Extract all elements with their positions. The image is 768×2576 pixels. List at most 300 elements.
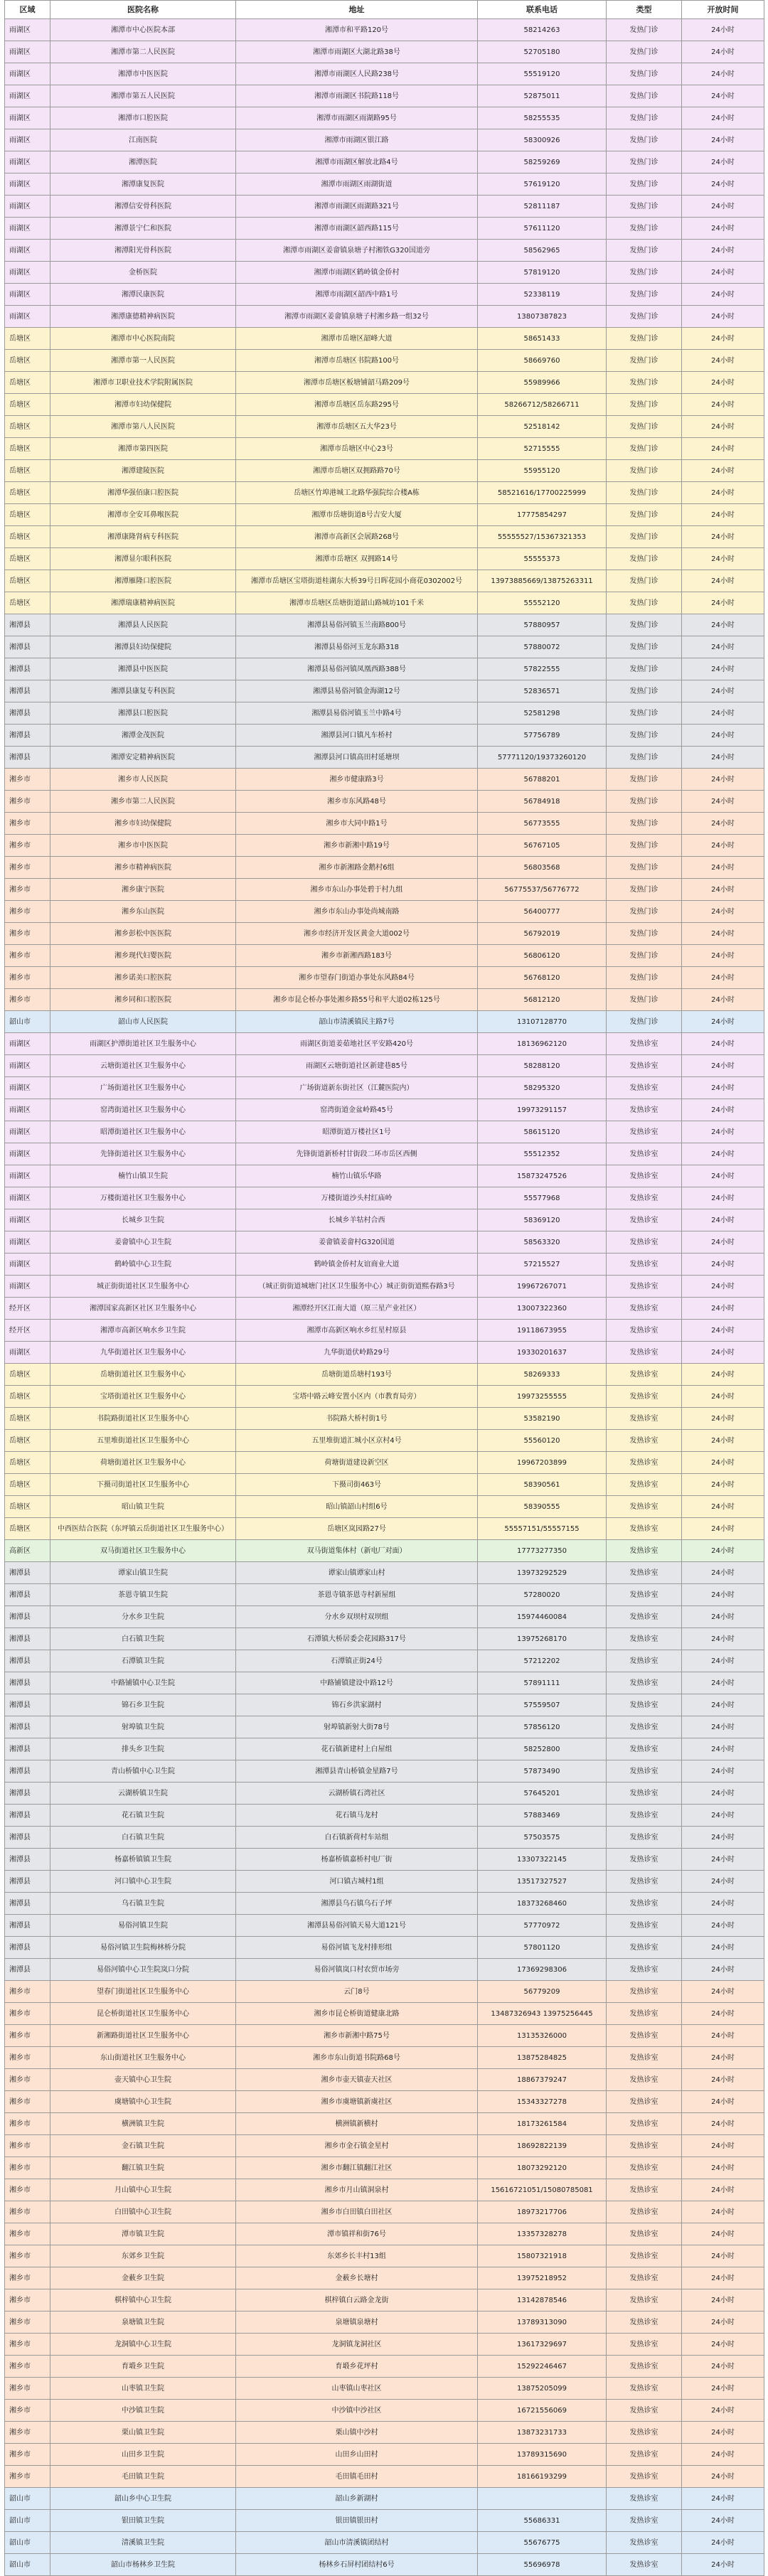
open-hours-cell: 24小时	[682, 1055, 764, 1077]
address-cell: 雨湖区街道姜茹地社区平安路420号	[236, 1033, 478, 1055]
type-cell: 发热门诊	[607, 19, 682, 41]
open-hours-cell: 24小时	[682, 1187, 764, 1209]
hospital-name-cell: 排头乡卫生院	[50, 1738, 236, 1760]
hospital-name-cell: 姜畲镇中心卫生院	[50, 1231, 236, 1254]
phone-cell: 13875284825	[478, 2047, 607, 2069]
table-row	[5, 504, 764, 526]
open-hours-cell: 24小时	[682, 1518, 764, 1540]
type-cell: 发热门诊	[607, 725, 682, 747]
phone-cell: 19967267071	[478, 1276, 607, 1298]
district-cell: 韶山市	[5, 2554, 50, 2576]
address-cell: 窑湾街道金盆岭路45号	[236, 1099, 478, 1121]
district-cell: 湘潭县	[5, 1805, 50, 1827]
open-hours-cell: 24小时	[682, 2003, 764, 2025]
district-cell: 雨湖区	[5, 1033, 50, 1055]
hospital-name-cell: 乌石镇卫生院	[50, 1893, 236, 1915]
address-cell: 湘潭县易俗河镇凤凰西路388号	[236, 658, 478, 680]
address-cell: 湘潭市雨湖区韶西中路1号	[236, 284, 478, 306]
address-cell: 中沙镇中沙社区	[236, 2400, 478, 2422]
district-cell: 湘乡市	[5, 2069, 50, 2091]
open-hours-cell: 24小时	[682, 835, 764, 857]
open-hours-cell: 24小时	[682, 460, 764, 482]
type-cell: 发热诊室	[607, 1276, 682, 1298]
address-cell: 湘潭市和平路120号	[236, 19, 478, 41]
district-cell: 岳塘区	[5, 504, 50, 526]
open-hours-cell: 24小时	[682, 1937, 764, 1959]
type-cell: 发热门诊	[607, 173, 682, 196]
table-row	[5, 636, 764, 658]
address-cell: 湘潭市岳塘区 双拥路14号	[236, 548, 478, 570]
table-row	[5, 570, 764, 592]
type-cell: 发热诊室	[607, 1364, 682, 1386]
type-cell: 发热诊室	[607, 1518, 682, 1540]
phone-cell: 57883469	[478, 1805, 607, 1827]
address-cell: 湘乡市新湘西路183号	[236, 945, 478, 967]
phone-cell: 13975218952	[478, 2267, 607, 2289]
hospital-name-cell: 杨嘉桥镇镇卫生院	[50, 1849, 236, 1871]
table-row	[5, 372, 764, 394]
hospital-name-cell: 易俗河镇中心卫生院岚口分院	[50, 1959, 236, 1981]
phone-cell: 13107128770	[478, 1011, 607, 1033]
phone-cell: 18973217706	[478, 2201, 607, 2223]
table-row	[5, 240, 764, 262]
hospital-name-cell: 湘潭康隆肾病专科医院	[50, 526, 236, 548]
open-hours-cell: 24小时	[682, 394, 764, 416]
table-row	[5, 1716, 764, 1738]
hospital-name-cell: 五里堆街道社区卫生服务中心	[50, 1430, 236, 1452]
table-row	[5, 1738, 764, 1760]
table-row	[5, 1540, 764, 1562]
table-row	[5, 702, 764, 725]
district-cell: 雨湖区	[5, 1276, 50, 1298]
phone-cell: 19967203899	[478, 1452, 607, 1474]
address-cell: 分水乡双坝村双坝组	[236, 1606, 478, 1628]
type-cell: 发热诊室	[607, 1672, 682, 1694]
table-row	[5, 2422, 764, 2444]
table-row	[5, 1783, 764, 1805]
table-row	[5, 1254, 764, 1276]
type-cell: 发热诊室	[607, 1827, 682, 1849]
phone-cell: 52836571	[478, 680, 607, 702]
district-cell: 湘乡市	[5, 2466, 50, 2488]
address-cell: 湘乡市昆仑桥街道健康北路	[236, 2003, 478, 2025]
district-cell: 湘潭县	[5, 1915, 50, 1937]
hospital-name-cell: 分水乡卫生院	[50, 1606, 236, 1628]
table-row	[5, 923, 764, 945]
open-hours-cell: 24小时	[682, 548, 764, 570]
open-hours-cell: 24小时	[682, 218, 764, 240]
hospital-name-cell: 湘潭县口腔医院	[50, 702, 236, 725]
phone-cell: 19973255555	[478, 1386, 607, 1408]
phone-cell: 13007322360	[478, 1298, 607, 1320]
type-cell: 发热门诊	[607, 680, 682, 702]
district-cell: 湘乡市	[5, 2378, 50, 2400]
type-cell: 发热诊室	[607, 1584, 682, 1606]
hospital-name-cell: 金薮乡卫生院	[50, 2267, 236, 2289]
type-cell: 发热门诊	[607, 63, 682, 85]
phone-cell: 56775537/56776772	[478, 879, 607, 901]
district-cell: 湘潭县	[5, 1694, 50, 1716]
type-cell: 发热诊室	[607, 2113, 682, 2135]
table-row	[5, 1849, 764, 1871]
hospital-name-cell: 湘潭市卫职业技术学院附属医院	[50, 372, 236, 394]
open-hours-cell: 24小时	[682, 2179, 764, 2201]
open-hours-cell: 24小时	[682, 482, 764, 504]
district-cell: 雨湖区	[5, 1209, 50, 1231]
type-cell: 发热诊室	[607, 2378, 682, 2400]
open-hours-cell: 24小时	[682, 19, 764, 41]
address-cell: 姜畲镇姜畲村G320国道	[236, 1231, 478, 1254]
table-row	[5, 1496, 764, 1518]
phone-cell: 56792019	[478, 923, 607, 945]
district-cell: 雨湖区	[5, 262, 50, 284]
open-hours-cell: 24小时	[682, 2245, 764, 2267]
type-cell: 发热诊室	[607, 1893, 682, 1915]
hospital-name-cell: 棋梓镇中心卫生院	[50, 2289, 236, 2312]
open-hours-cell: 24小时	[682, 1606, 764, 1628]
type-cell: 发热诊室	[607, 2334, 682, 2356]
district-cell: 雨湖区	[5, 1342, 50, 1364]
address-cell: 河口镇古城村1组	[236, 1871, 478, 1893]
type-cell: 发热诊室	[607, 1783, 682, 1805]
table-row	[5, 526, 764, 548]
address-cell: 泉塘镇泉塘村	[236, 2312, 478, 2334]
address-cell: 石潭镇大桥居委会花园路317号	[236, 1628, 478, 1650]
address-cell: 湘潭县河口镇凡车桥村	[236, 725, 478, 747]
district-cell: 湘乡市	[5, 2289, 50, 2312]
open-hours-cell: 24小时	[682, 1408, 764, 1430]
type-cell: 发热诊室	[607, 1562, 682, 1584]
hospital-name-cell: 金石镇卫生院	[50, 2135, 236, 2157]
hospital-name-cell: 中沙镇卫生院	[50, 2400, 236, 2422]
open-hours-cell: 24小时	[682, 592, 764, 614]
table-row	[5, 2400, 764, 2422]
phone-cell: 58252800	[478, 1738, 607, 1760]
district-cell: 湘潭县	[5, 1672, 50, 1694]
district-cell: 湘乡市	[5, 835, 50, 857]
district-cell: 湘乡市	[5, 2157, 50, 2179]
address-cell: 栗山镇中沙村	[236, 2422, 478, 2444]
table-row	[5, 1518, 764, 1540]
open-hours-cell: 24小时	[682, 570, 764, 592]
type-cell: 发热门诊	[607, 482, 682, 504]
district-cell: 湘潭县	[5, 1849, 50, 1871]
hospital-name-cell: 书院路街道社区卫生服务中心	[50, 1408, 236, 1430]
address-cell: 湘乡市月山镇洞泉村	[236, 2179, 478, 2201]
type-cell: 发热诊室	[607, 2510, 682, 2532]
header-type: 类型	[607, 1, 682, 19]
type-cell: 发热诊室	[607, 2245, 682, 2267]
table-row	[5, 2378, 764, 2400]
district-cell: 岳塘区	[5, 394, 50, 416]
phone-cell: 58669760	[478, 350, 607, 372]
hospital-name-cell: 东山街道社区卫生服务中心	[50, 2047, 236, 2069]
hospital-name-cell: 湘潭市第五人民医院	[50, 85, 236, 107]
table-row	[5, 1430, 764, 1452]
address-cell: 湘潭县河口镇高田村延塘坝	[236, 747, 478, 769]
open-hours-cell: 24小时	[682, 2510, 764, 2532]
address-cell: 中路铺镇建设中路12号	[236, 1672, 478, 1694]
open-hours-cell: 24小时	[682, 438, 764, 460]
district-cell: 湘乡市	[5, 967, 50, 989]
type-cell: 发热诊室	[607, 1805, 682, 1827]
open-hours-cell: 24小时	[682, 857, 764, 879]
type-cell: 发热诊室	[607, 2466, 682, 2488]
table-row	[5, 1187, 764, 1209]
phone-cell: 57819120	[478, 262, 607, 284]
open-hours-cell: 24小时	[682, 967, 764, 989]
address-cell: 湘潭市雨湖区姜畲镇泉塘子村湘铁G320国道旁	[236, 240, 478, 262]
type-cell: 发热诊室	[607, 1143, 682, 1165]
hospital-name-cell: 白田镇中心卫生院	[50, 2201, 236, 2223]
table-row	[5, 438, 764, 460]
address-cell: 湘乡市健康路3号	[236, 769, 478, 791]
district-cell: 湘乡市	[5, 2312, 50, 2334]
district-cell: 湘乡市	[5, 2400, 50, 2422]
address-cell: 雨湖区云塘街道社区新建巷85号	[236, 1055, 478, 1077]
district-cell: 湘潭县	[5, 1738, 50, 1760]
hospital-name-cell: 湘潭雁隆口腔医院	[50, 570, 236, 592]
hospital-name-cell: 昭潭街道社区卫生服务中心	[50, 1121, 236, 1143]
phone-cell: 56784918	[478, 791, 607, 813]
address-cell: 岳塘区竹埠港城工北路华强院综合楼A栋	[236, 482, 478, 504]
hospital-name-cell: 锦石乡卫生院	[50, 1694, 236, 1716]
open-hours-cell: 24小时	[682, 1562, 764, 1584]
phone-cell: 15974460084	[478, 1606, 607, 1628]
table-row	[5, 1408, 764, 1430]
district-cell: 湘乡市	[5, 989, 50, 1011]
open-hours-cell: 24小时	[682, 2201, 764, 2223]
open-hours-cell: 24小时	[682, 2400, 764, 2422]
district-cell: 湘潭县	[5, 1783, 50, 1805]
table-row	[5, 1276, 764, 1298]
hospital-name-cell: 白石镇卫生院	[50, 1628, 236, 1650]
table-row	[5, 1143, 764, 1165]
hospital-name-cell: 云塘街道社区卫生服务中心	[50, 1055, 236, 1077]
open-hours-cell: 24小时	[682, 2113, 764, 2135]
table-row	[5, 218, 764, 240]
phone-cell: 56779209	[478, 1981, 607, 2003]
district-cell: 湘潭县	[5, 636, 50, 658]
district-cell: 雨湖区	[5, 1187, 50, 1209]
type-cell: 发热门诊	[607, 151, 682, 173]
phone-cell: 58369120	[478, 1209, 607, 1231]
table-row	[5, 1342, 764, 1364]
open-hours-cell: 24小时	[682, 1209, 764, 1231]
phone-cell: 57611120	[478, 218, 607, 240]
hospital-name-cell: 银田镇卫生院	[50, 2510, 236, 2532]
table-row	[5, 791, 764, 813]
type-cell: 发热诊室	[607, 2400, 682, 2422]
open-hours-cell: 24小时	[682, 1827, 764, 1849]
hospital-name-cell: 新湘路街道社区卫生服务中心	[50, 2025, 236, 2047]
hospital-name-cell: 壶天镇中心卫生院	[50, 2069, 236, 2091]
hospital-name-cell: 湘潭民康医院	[50, 284, 236, 306]
hospital-name-cell: 月山镇中心卫生院	[50, 2179, 236, 2201]
phone-cell: 55989966	[478, 372, 607, 394]
table-row	[5, 2113, 764, 2135]
phone-cell: 13789313090	[478, 2312, 607, 2334]
district-cell: 岳塘区	[5, 1364, 50, 1386]
address-cell: 韶山市清溪镇民主路7号	[236, 1011, 478, 1033]
hospital-name-cell: 谭家山镇卫生院	[50, 1562, 236, 1584]
type-cell: 发热诊室	[607, 2532, 682, 2554]
hospital-name-cell: 先锋街道社区卫生服务中心	[50, 1143, 236, 1165]
hospital-name-cell: 岳塘街道社区卫生服务中心	[50, 1364, 236, 1386]
type-cell: 发热门诊	[607, 636, 682, 658]
district-cell: 湘潭县	[5, 1606, 50, 1628]
phone-cell: 57756789	[478, 725, 607, 747]
hospital-name-cell: 湘潭国家高新区社区卫生服务中心	[50, 1298, 236, 1320]
address-cell: 射埠镇新射大街78号	[236, 1716, 478, 1738]
phone-cell: 13875205099	[478, 2378, 607, 2400]
table-row	[5, 2157, 764, 2179]
hospital-name-cell: 虞塘镇中心卫生院	[50, 2091, 236, 2113]
district-cell: 湘潭县	[5, 680, 50, 702]
address-cell: 湘潭市雨湖区鹤岭镇金侨村	[236, 262, 478, 284]
type-cell: 发热诊室	[607, 1606, 682, 1628]
district-cell: 岳塘区	[5, 350, 50, 372]
phone-cell: 56803568	[478, 857, 607, 879]
table-row	[5, 1805, 764, 1827]
phone-cell: 57770972	[478, 1915, 607, 1937]
type-cell: 发热诊室	[607, 1540, 682, 1562]
open-hours-cell: 24小时	[682, 2157, 764, 2179]
phone-cell: 57873490	[478, 1760, 607, 1783]
open-hours-cell: 24小时	[682, 526, 764, 548]
table-row	[5, 2223, 764, 2245]
district-cell: 经开区	[5, 1298, 50, 1320]
district-cell: 湘乡市	[5, 791, 50, 813]
district-cell: 湘乡市	[5, 2444, 50, 2466]
type-cell: 发热诊室	[607, 2422, 682, 2444]
hospital-name-cell: 中路铺镇中心卫生院	[50, 1672, 236, 1694]
table-row	[5, 1694, 764, 1716]
type-cell: 发热门诊	[607, 923, 682, 945]
type-cell: 发热诊室	[607, 1915, 682, 1937]
table-row	[5, 1452, 764, 1474]
hospital-name-cell: 潭市镇卫生院	[50, 2223, 236, 2245]
hospital-name-cell: 广场街道社区卫生服务中心	[50, 1077, 236, 1099]
hospital-name-cell: 双马街道社区卫生服务中心	[50, 1540, 236, 1562]
table-row	[5, 592, 764, 614]
address-cell: 谭家山镇谭家山村	[236, 1562, 478, 1584]
phone-cell: 55686331	[478, 2510, 607, 2532]
table-row	[5, 1121, 764, 1143]
address-cell: 湘潭市岳塘区书院路100号	[236, 350, 478, 372]
table-row	[5, 1893, 764, 1915]
district-cell: 湘潭县	[5, 1871, 50, 1893]
hospital-name-cell: 栗山镇卫生院	[50, 2422, 236, 2444]
phone-cell: 58390561	[478, 1474, 607, 1496]
table-row	[5, 482, 764, 504]
district-cell: 雨湖区	[5, 151, 50, 173]
district-cell: 岳塘区	[5, 416, 50, 438]
district-cell: 雨湖区	[5, 240, 50, 262]
address-cell: 荷塘街道建设新空区	[236, 1452, 478, 1474]
address-cell: 湘潭市高新区响水乡红星村原县	[236, 1320, 478, 1342]
phone-cell: 57880072	[478, 636, 607, 658]
type-cell: 发热门诊	[607, 592, 682, 614]
type-cell: 发热诊室	[607, 1981, 682, 2003]
district-cell: 岳塘区	[5, 328, 50, 350]
type-cell: 发热门诊	[607, 857, 682, 879]
district-cell: 雨湖区	[5, 1099, 50, 1121]
open-hours-cell: 24小时	[682, 1584, 764, 1606]
type-cell: 发热门诊	[607, 835, 682, 857]
district-cell: 岳塘区	[5, 1452, 50, 1474]
phone-cell: 18692822139	[478, 2135, 607, 2157]
open-hours-cell: 24小时	[682, 306, 764, 328]
table-row	[5, 1871, 764, 1893]
open-hours-cell: 24小时	[682, 1893, 764, 1915]
district-cell: 湘乡市	[5, 2267, 50, 2289]
hospital-name-cell: 云湖桥镇卫生院	[50, 1783, 236, 1805]
district-cell: 岳塘区	[5, 548, 50, 570]
district-cell: 湘潭县	[5, 747, 50, 769]
type-cell: 发热门诊	[607, 702, 682, 725]
phone-cell: 55560120	[478, 1430, 607, 1452]
district-cell: 湘乡市	[5, 857, 50, 879]
hospital-name-cell: 湘潭市高新区响水乡卫生院	[50, 1320, 236, 1342]
phone-cell: 18867379247	[478, 2069, 607, 2091]
open-hours-cell: 24小时	[682, 2488, 764, 2510]
hospital-name-cell: 泉塘镇卫生院	[50, 2312, 236, 2334]
hospital-name-cell: 湘潭市第二人民医院	[50, 41, 236, 63]
open-hours-cell: 24小时	[682, 2466, 764, 2488]
type-cell: 发热诊室	[607, 1320, 682, 1342]
hospital-name-cell: 湘乡市人民医院	[50, 769, 236, 791]
phone-cell: 13873231733	[478, 2422, 607, 2444]
phone-cell: 53582190	[478, 1408, 607, 1430]
open-hours-cell: 24小时	[682, 372, 764, 394]
type-cell: 发热门诊	[607, 328, 682, 350]
phone-cell: 58288120	[478, 1055, 607, 1077]
district-cell: 湘潭县	[5, 1959, 50, 1981]
district-cell: 湘乡市	[5, 2334, 50, 2356]
table-row	[5, 967, 764, 989]
type-cell: 发热诊室	[607, 1937, 682, 1959]
hospital-name-cell: 窑湾街道社区卫生服务中心	[50, 1099, 236, 1121]
address-cell: 湘潭市雨湖区银江路	[236, 129, 478, 151]
table-row	[5, 196, 764, 218]
district-cell: 湘乡市	[5, 2047, 50, 2069]
table-row	[5, 680, 764, 702]
type-cell: 发热门诊	[607, 196, 682, 218]
address-cell: 湘乡市翻江镇翻江社区	[236, 2157, 478, 2179]
address-cell: 云门8号	[236, 1981, 478, 2003]
type-cell: 发热诊室	[607, 2554, 682, 2576]
phone-cell: 52811187	[478, 196, 607, 218]
phone-cell: 18166193299	[478, 2466, 607, 2488]
open-hours-cell: 24小时	[682, 791, 764, 813]
district-cell: 雨湖区	[5, 1231, 50, 1254]
district-cell: 岳塘区	[5, 1496, 50, 1518]
hospital-name-cell: 河口镇中心卫生院	[50, 1871, 236, 1893]
phone-cell: 13142878546	[478, 2289, 607, 2312]
type-cell: 发热门诊	[607, 350, 682, 372]
table-row	[5, 129, 764, 151]
address-cell: 湘潭县易俗河镇玉兰中路4号	[236, 702, 478, 725]
table-row	[5, 2179, 764, 2201]
table-row	[5, 173, 764, 196]
phone-cell: 57619120	[478, 173, 607, 196]
district-cell: 湘潭县	[5, 725, 50, 747]
phone-cell: 18373268460	[478, 1893, 607, 1915]
hospital-name-cell: 湘潭景宁仁和医院	[50, 218, 236, 240]
district-cell: 湘潭县	[5, 702, 50, 725]
table-row	[5, 747, 764, 769]
